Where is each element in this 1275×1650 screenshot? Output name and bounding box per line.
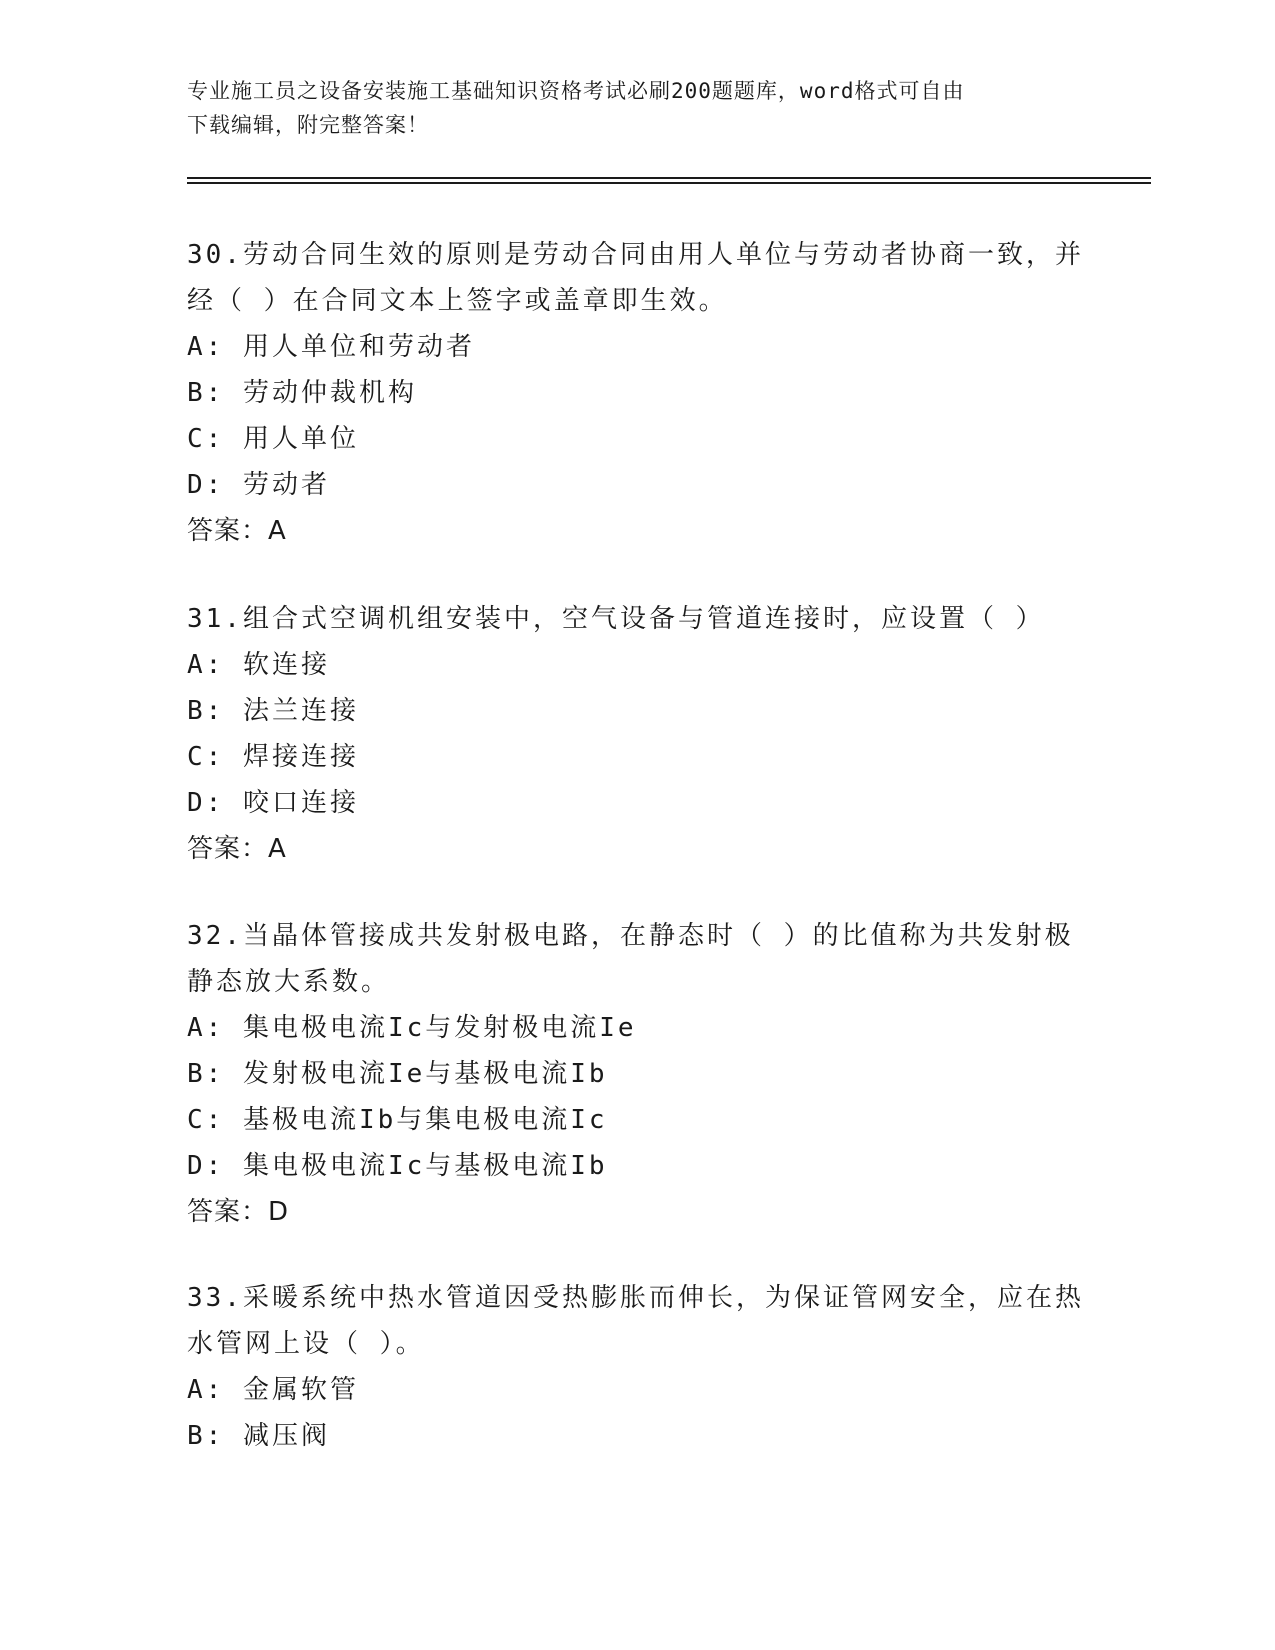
question-stem: 33.采暖系统中热水管道因受热膨胀而伸长，为保证管网安全，应在热	[187, 1283, 1084, 1313]
question-stem-continued: 经（ ）在合同文本上签字或盖章即生效。	[187, 286, 728, 316]
question-stem: 32.当晶体管接成共发射极电路，在静态时（ ）的比值称为共发射极	[187, 921, 1074, 951]
option-a: A: 软连接	[187, 650, 330, 680]
question-stem: 30.劳动合同生效的原则是劳动合同由用人单位与劳动者协商一致，并	[187, 240, 1084, 270]
question-stem-continued: 静态放大系数。	[187, 967, 391, 997]
answer-label: 答案：	[187, 516, 269, 546]
header-line-2: 下载编辑，附完整答案！	[187, 113, 429, 137]
question-33	[187, 1275, 1087, 1459]
header-divider-top	[187, 177, 1151, 179]
answer-line	[187, 1189, 1087, 1235]
answer-label: 答案：	[187, 1197, 269, 1227]
option-d: D: 集电极电流Ic与基极电流Ib	[187, 1151, 608, 1181]
header-divider-bottom	[187, 182, 1151, 184]
question-stem: 31.组合式空调机组安装中，空气设备与管道连接时，应设置（ ）	[187, 604, 1045, 634]
answer-line	[187, 826, 1087, 872]
answer-value: A	[268, 834, 287, 864]
option-c: C: 基极电流Ib与集电极电流Ic	[187, 1105, 608, 1135]
option-d: D: 劳动者	[187, 470, 330, 500]
option-b: B: 劳动仲裁机构	[187, 378, 417, 408]
answer-value: A	[268, 516, 287, 546]
question-31	[187, 596, 1087, 872]
answer-line	[187, 508, 1087, 554]
option-b: B: 法兰连接	[187, 696, 359, 726]
option-c: C: 用人单位	[187, 424, 359, 454]
question-stem-continued: 水管网上设（ ）。	[187, 1329, 425, 1359]
answer-value: D	[268, 1197, 290, 1227]
question-30	[187, 232, 1087, 554]
answer-label: 答案：	[187, 834, 269, 864]
option-b: B: 减压阀	[187, 1421, 330, 1451]
document-header	[187, 74, 1087, 142]
question-32	[187, 913, 1087, 1235]
option-a: A: 金属软管	[187, 1375, 359, 1405]
header-line-1: 专业施工员之设备安装施工基础知识资格考试必刷200题题库，word格式可自由	[187, 79, 965, 103]
option-a: A: 集电极电流Ic与发射极电流Ie	[187, 1013, 637, 1043]
option-c: C: 焊接连接	[187, 742, 359, 772]
option-b: B: 发射极电流Ie与基极电流Ib	[187, 1059, 608, 1089]
option-d: D: 咬口连接	[187, 788, 359, 818]
option-a: A: 用人单位和劳动者	[187, 332, 475, 362]
